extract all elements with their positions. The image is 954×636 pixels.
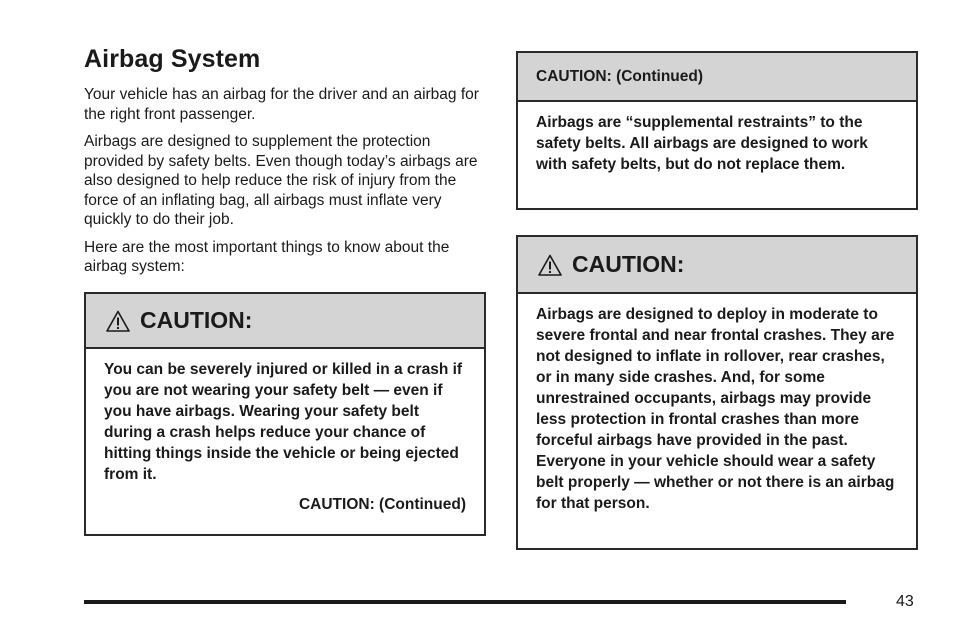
- paragraph-1: Your vehicle has an airbag for the driver and an airbag for the right front passenger.: [84, 86, 479, 123]
- caution-header-2: [518, 237, 916, 294]
- caution-header-1: [86, 294, 484, 349]
- caution-heading-2: CAUTION:: [572, 251, 685, 277]
- caution-continued-header: [518, 53, 916, 102]
- warning-triangle-icon: [538, 254, 562, 276]
- page-number: 43: [896, 593, 914, 610]
- footer-rule: [84, 600, 846, 604]
- caution-content-1: [86, 349, 484, 515]
- caution-continued-box: [516, 51, 918, 210]
- page-title: Airbag System: [84, 45, 261, 73]
- caution-continued-content: [518, 102, 916, 175]
- caution-box-1: [84, 292, 486, 536]
- caution-text-1: You can be severely injured or killed in a crash if you are not wearing your safety belt — even if you have airbags. Wearing your safety belt during a crash helps reduce your chance of hitting things inside the vehicle or being ejected from it.: [104, 361, 463, 483]
- caution-text-2: Airbags are designed to deploy in moderate to severe frontal and near frontal crashes. They are not designed to inflate in rollover, rear crashes, or in many side crashes. And, for some unrestrained occupants, airbags may provide less protection in frontal crashes than more forceful airbags have provided in the past. Everyone in your vehicle should wear a safety belt properly — whether or not there is an airbag for that person.: [536, 306, 895, 512]
- caution-continued-label: CAUTION: (Continued): [298, 496, 466, 513]
- warning-triangle-icon: [106, 310, 130, 332]
- left-column: [84, 44, 486, 285]
- paragraph-2: Airbags are designed to supplement the protection provided by safety belts. Even though today’s airbags are also designed to help reduce the risk of injury from the force of an inflating bag, all airbags must inflate very quickly to do their job.: [84, 133, 478, 228]
- caution-continued-text: Airbags are “supplemental restraints” to the safety belts. All airbags are designed to work with safety belts, but do not replace them.: [536, 114, 868, 173]
- caution-continued-heading: CAUTION: (Continued): [536, 67, 704, 85]
- caution-box-2: [516, 235, 918, 550]
- caution-heading-1: CAUTION:: [140, 307, 253, 333]
- caution-content-2: [518, 294, 916, 514]
- paragraph-3: Here are the most important things to know about the airbag system:: [84, 238, 450, 275]
